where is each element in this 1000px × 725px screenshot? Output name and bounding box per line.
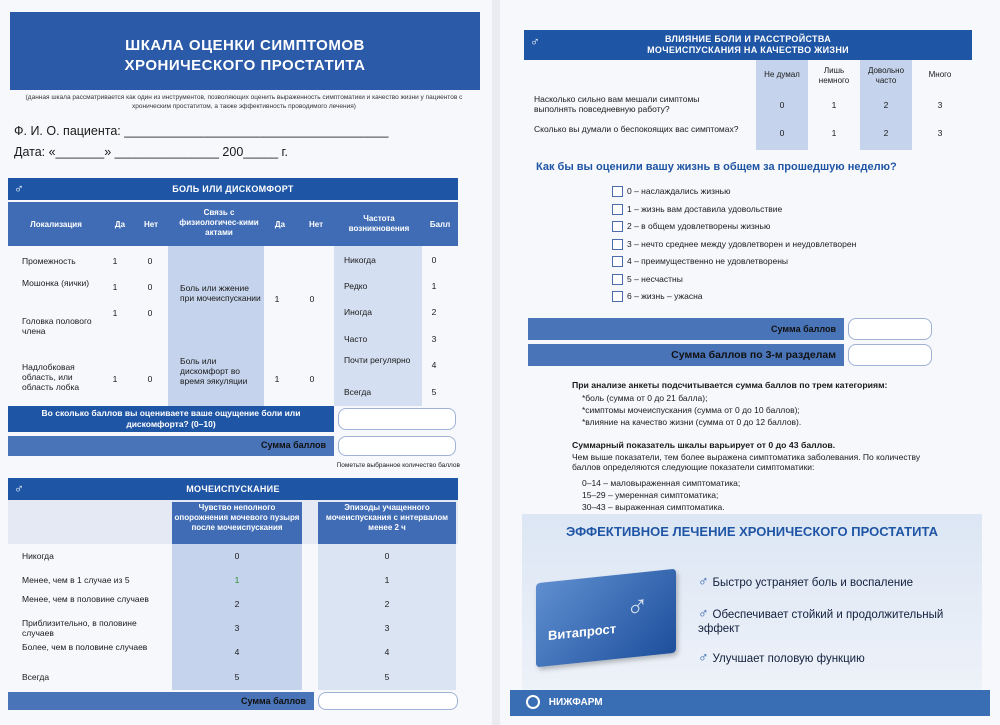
promo-bullet-text: Улучшает половую функцию — [712, 653, 865, 665]
pain-section-header — [8, 178, 458, 200]
urination-score-a[interactable]: 1 — [234, 575, 240, 585]
life-option-checkbox[interactable] — [612, 274, 623, 285]
location-label: Промежность — [22, 256, 76, 266]
frequency-score[interactable]: 3 — [431, 334, 437, 344]
life-option-label: 6 – жизнь – ужасна — [627, 291, 703, 301]
analysis-item: *симптомы мочеиспускания (сумма от 0 до 10 баллов); — [582, 405, 800, 415]
promo-bullet — [698, 574, 978, 590]
promo-block — [522, 514, 982, 694]
life-option-label: 5 – несчастны — [627, 274, 683, 284]
male-symbol-icon: ♂ — [698, 605, 709, 621]
col-score: Балл — [429, 220, 451, 229]
location-yes[interactable]: 1 — [112, 256, 118, 266]
act-label: Боль или дискомфорт во время эякуляции — [180, 356, 248, 386]
life-option-checkbox[interactable] — [612, 221, 623, 232]
date-field[interactable]: Дата: «_______» _______________ 200_____ г. — [14, 145, 289, 159]
act-yes[interactable]: 1 — [274, 294, 280, 304]
urination-score-b[interactable]: 0 — [384, 551, 390, 561]
product-male-icon: ♂ — [626, 589, 649, 625]
urination-section-title: МОЧЕИСПУСКАНИЕ — [186, 484, 280, 494]
promo-title: ЭФФЕКТИВНОЕ ЛЕЧЕНИЕ ХРОНИЧЕСКОГО ПРОСТАТИТА — [566, 524, 938, 539]
urination-score-a[interactable]: 0 — [234, 551, 240, 561]
left-page — [0, 0, 492, 725]
col-frequency: Частота возникновения — [348, 214, 410, 233]
impact-score[interactable]: 3 — [937, 100, 943, 110]
life-sum-label: Сумма баллов — [528, 318, 844, 340]
location-yes[interactable]: 1 — [112, 308, 118, 318]
symptom-level: 30–43 – выраженная симптоматика. — [582, 502, 725, 512]
urination-score-a[interactable]: 4 — [234, 647, 240, 657]
male-symbol-icon: ♂ — [698, 573, 709, 589]
life-option-checkbox[interactable] — [612, 256, 623, 267]
urination-row-label: Никогда — [22, 551, 54, 561]
impact-score[interactable]: 1 — [831, 100, 837, 110]
promo-bullet-text: Обеспечивает стойкий и продолжительный эффект — [698, 609, 944, 635]
urination-score-b[interactable]: 2 — [384, 599, 390, 609]
life-option-checkbox[interactable] — [612, 204, 623, 215]
impact-score[interactable]: 2 — [883, 128, 889, 138]
frequency-score[interactable]: 5 — [431, 387, 437, 397]
col-incomplete-emptying: Чувство неполного опорожнения мочевого пузыря после мочеиспускания — [172, 502, 302, 544]
location-no[interactable]: 0 — [147, 374, 153, 384]
urination-score-b[interactable]: 1 — [384, 575, 390, 585]
symptom-level: 0–14 – маловыраженная симптоматика; — [582, 478, 741, 488]
male-symbol-icon: ♂ — [14, 481, 25, 496]
life-sum-input[interactable] — [848, 318, 932, 340]
impact-score[interactable]: 0 — [779, 100, 785, 110]
urination-row-label: Более, чем в половине случаев — [22, 642, 148, 652]
act-yes[interactable]: 1 — [274, 374, 280, 384]
frequent-column-bg — [318, 544, 456, 690]
patient-name-field[interactable]: Ф. И. О. пациента: ______________________________________ — [14, 124, 389, 138]
product-package — [536, 569, 676, 668]
impact-question: Сколько вы думали о беспокоящих вас симптомах? — [534, 124, 739, 134]
urination-sum-label: Сумма баллов — [8, 692, 314, 710]
analysis-item: *влияние на качество жизни (сумма от 0 до 12 баллов). — [582, 417, 802, 427]
range-heading: Суммарный показатель шкалы варьирует от 0 до 43 баллов. — [572, 440, 836, 450]
urination-row-label: Приблизительно, в половине случаев — [22, 618, 137, 638]
urination-section-header — [8, 478, 458, 500]
life-option-checkbox[interactable] — [612, 239, 623, 250]
location-label: Головка полового члена — [22, 316, 92, 336]
promo-bullet — [698, 650, 978, 666]
promo-bullet-text: Быстро устраняет боль и воспаление — [712, 577, 914, 589]
analysis-heading: При анализе анкеты подсчитывается сумма баллов по трем категориям: — [572, 380, 888, 390]
urination-score-a[interactable]: 3 — [234, 623, 240, 633]
impact-score[interactable]: 3 — [937, 128, 943, 138]
impact-col-header: Лишь немного — [818, 66, 850, 85]
right-page — [500, 0, 1000, 725]
brand-name: НИЖФАРМ — [548, 697, 603, 708]
impact-col-header: Много — [928, 70, 952, 79]
act-no[interactable]: 0 — [309, 374, 315, 384]
analysis-item: *боль (сумма от 0 до 21 балла); — [582, 393, 708, 403]
life-option-label: 3 – нечто среднее между удовлетворен и неудовлетворен — [627, 239, 857, 249]
male-symbol-icon: ♂ — [530, 34, 541, 49]
impact-score[interactable]: 0 — [779, 128, 785, 138]
location-label: Мошонка (яички) — [22, 278, 90, 288]
pain-sum-input[interactable] — [338, 436, 456, 456]
urination-row-label: Менее, чем в половине случаев — [22, 594, 149, 604]
frequency-score[interactable]: 1 — [431, 281, 437, 291]
intro-note: (данная шкала рассматривается как один из инструментов, позволяющих оценить выраженность симптоматики и качество жизни у пациентов с хроническим простатитом, а также эффективность проводимого лечения) — [25, 94, 463, 110]
impact-score[interactable]: 1 — [831, 128, 837, 138]
life-option-checkbox[interactable] — [612, 186, 623, 197]
frequency-label: Часто — [344, 334, 368, 344]
pain-section-title: БОЛЬ ИЛИ ДИСКОМФОРТ — [172, 184, 294, 194]
life-option-checkbox[interactable] — [612, 291, 623, 302]
form-title: ШКАЛА ОЦЕНКИ СИМПТОМОВ ХРОНИЧЕСКОГО ПРОСТАТИТА — [124, 37, 366, 74]
location-no[interactable]: 0 — [147, 308, 153, 318]
life-option-label: 0 – наслаждались жизнью — [627, 186, 731, 196]
location-yes[interactable]: 1 — [112, 282, 118, 292]
col-yes-2: Да — [274, 220, 286, 229]
act-label: Боль или жжение при мочеиспускании — [180, 283, 261, 303]
frequency-score[interactable]: 2 — [431, 307, 437, 317]
male-symbol-icon: ♂ — [14, 181, 25, 196]
location-no[interactable]: 0 — [147, 282, 153, 292]
frequency-column-bg — [334, 246, 422, 406]
frequency-score[interactable]: 4 — [431, 360, 437, 370]
total-sum-input[interactable] — [848, 344, 932, 366]
frequency-label: Редко — [344, 281, 368, 291]
frequency-label: Почти регулярно — [344, 355, 411, 365]
location-yes[interactable]: 1 — [112, 374, 118, 384]
urination-score-a[interactable]: 5 — [234, 672, 240, 682]
form-title-banner — [10, 12, 480, 90]
product-name: Витапрост — [548, 620, 617, 644]
col-no: Нет — [143, 220, 159, 229]
frequency-label: Никогда — [344, 255, 376, 265]
urination-score-b[interactable]: 5 — [384, 672, 390, 682]
frequency-score[interactable]: 0 — [431, 255, 437, 265]
col-no-2: Нет — [308, 220, 324, 229]
footer-bar — [510, 690, 990, 716]
impact-score[interactable]: 2 — [883, 100, 889, 110]
footnote: Пометьте выбранное количество баллов — [336, 462, 460, 469]
impact-question: Насколько сильно вам мешали симптомы выполнять повседневную работу? — [534, 94, 700, 114]
pain-sum-label: Сумма баллов — [8, 436, 334, 456]
location-no[interactable]: 0 — [147, 256, 153, 266]
urination-score-b[interactable]: 4 — [384, 647, 390, 657]
location-label: Надлобковая область, или область лобка — [22, 362, 80, 392]
urination-score-b[interactable]: 3 — [384, 623, 390, 633]
male-symbol-icon: ♂ — [698, 649, 709, 665]
frequency-label: Иногда — [344, 307, 372, 317]
col-localization: Локализация — [30, 220, 82, 229]
life-option-label: 2 – в общем удовлетворены жизнью — [627, 221, 771, 231]
urination-row-label: Менее, чем в 1 случае из 5 — [22, 575, 130, 585]
impact-col-header: Не думал — [764, 70, 800, 79]
col-yes: Да — [114, 220, 126, 229]
urination-score-a[interactable]: 2 — [234, 599, 240, 609]
symptom-level: 15–29 – умеренная симптоматика; — [582, 490, 719, 500]
impact-section-header — [524, 30, 972, 60]
col-physiological: Связь с физиологичес-кими актами — [179, 208, 259, 237]
urination-sum-input[interactable] — [318, 692, 458, 710]
nizhpharm-logo-icon — [526, 695, 540, 709]
urination-row-label: Всегда — [22, 672, 50, 682]
col-frequent-urination: Эпизоды учащенного мочеиспускания с интервалом менее 2 ч — [318, 502, 456, 544]
life-option-label: 1 – жизнь вам доставила удовольствие — [627, 204, 783, 214]
life-option-label: 4 – преимущественно не удовлетворены — [627, 256, 789, 266]
life-question: Как бы вы оценили вашу жизнь в общем за прошедшую неделю? — [536, 161, 897, 173]
act-no[interactable]: 0 — [309, 294, 315, 304]
total-sum-label: Сумма баллов по 3-м разделам — [528, 344, 844, 366]
range-text: Чем выше показатели, тем более выражена симптоматика заболевания. По количеству баллов определяются следующие показатели симптоматики: — [572, 452, 921, 472]
pain-rating-question: Во сколько баллов вы оцениваете ваше ощущение боли или дискомфорта? (0–10) — [8, 406, 334, 432]
frequency-label: Всегда — [344, 387, 372, 397]
impact-section-title: ВЛИЯНИЕ БОЛИ И РАССТРОЙСТВА МОЧЕИСПУСКАНИЯ НА КАЧЕСТВО ЖИЗНИ — [647, 34, 849, 55]
pain-rating-input[interactable] — [338, 408, 456, 430]
impact-col-header: Довольно часто — [867, 66, 905, 85]
promo-bullet — [698, 606, 980, 636]
incomplete-column-bg — [172, 544, 302, 690]
